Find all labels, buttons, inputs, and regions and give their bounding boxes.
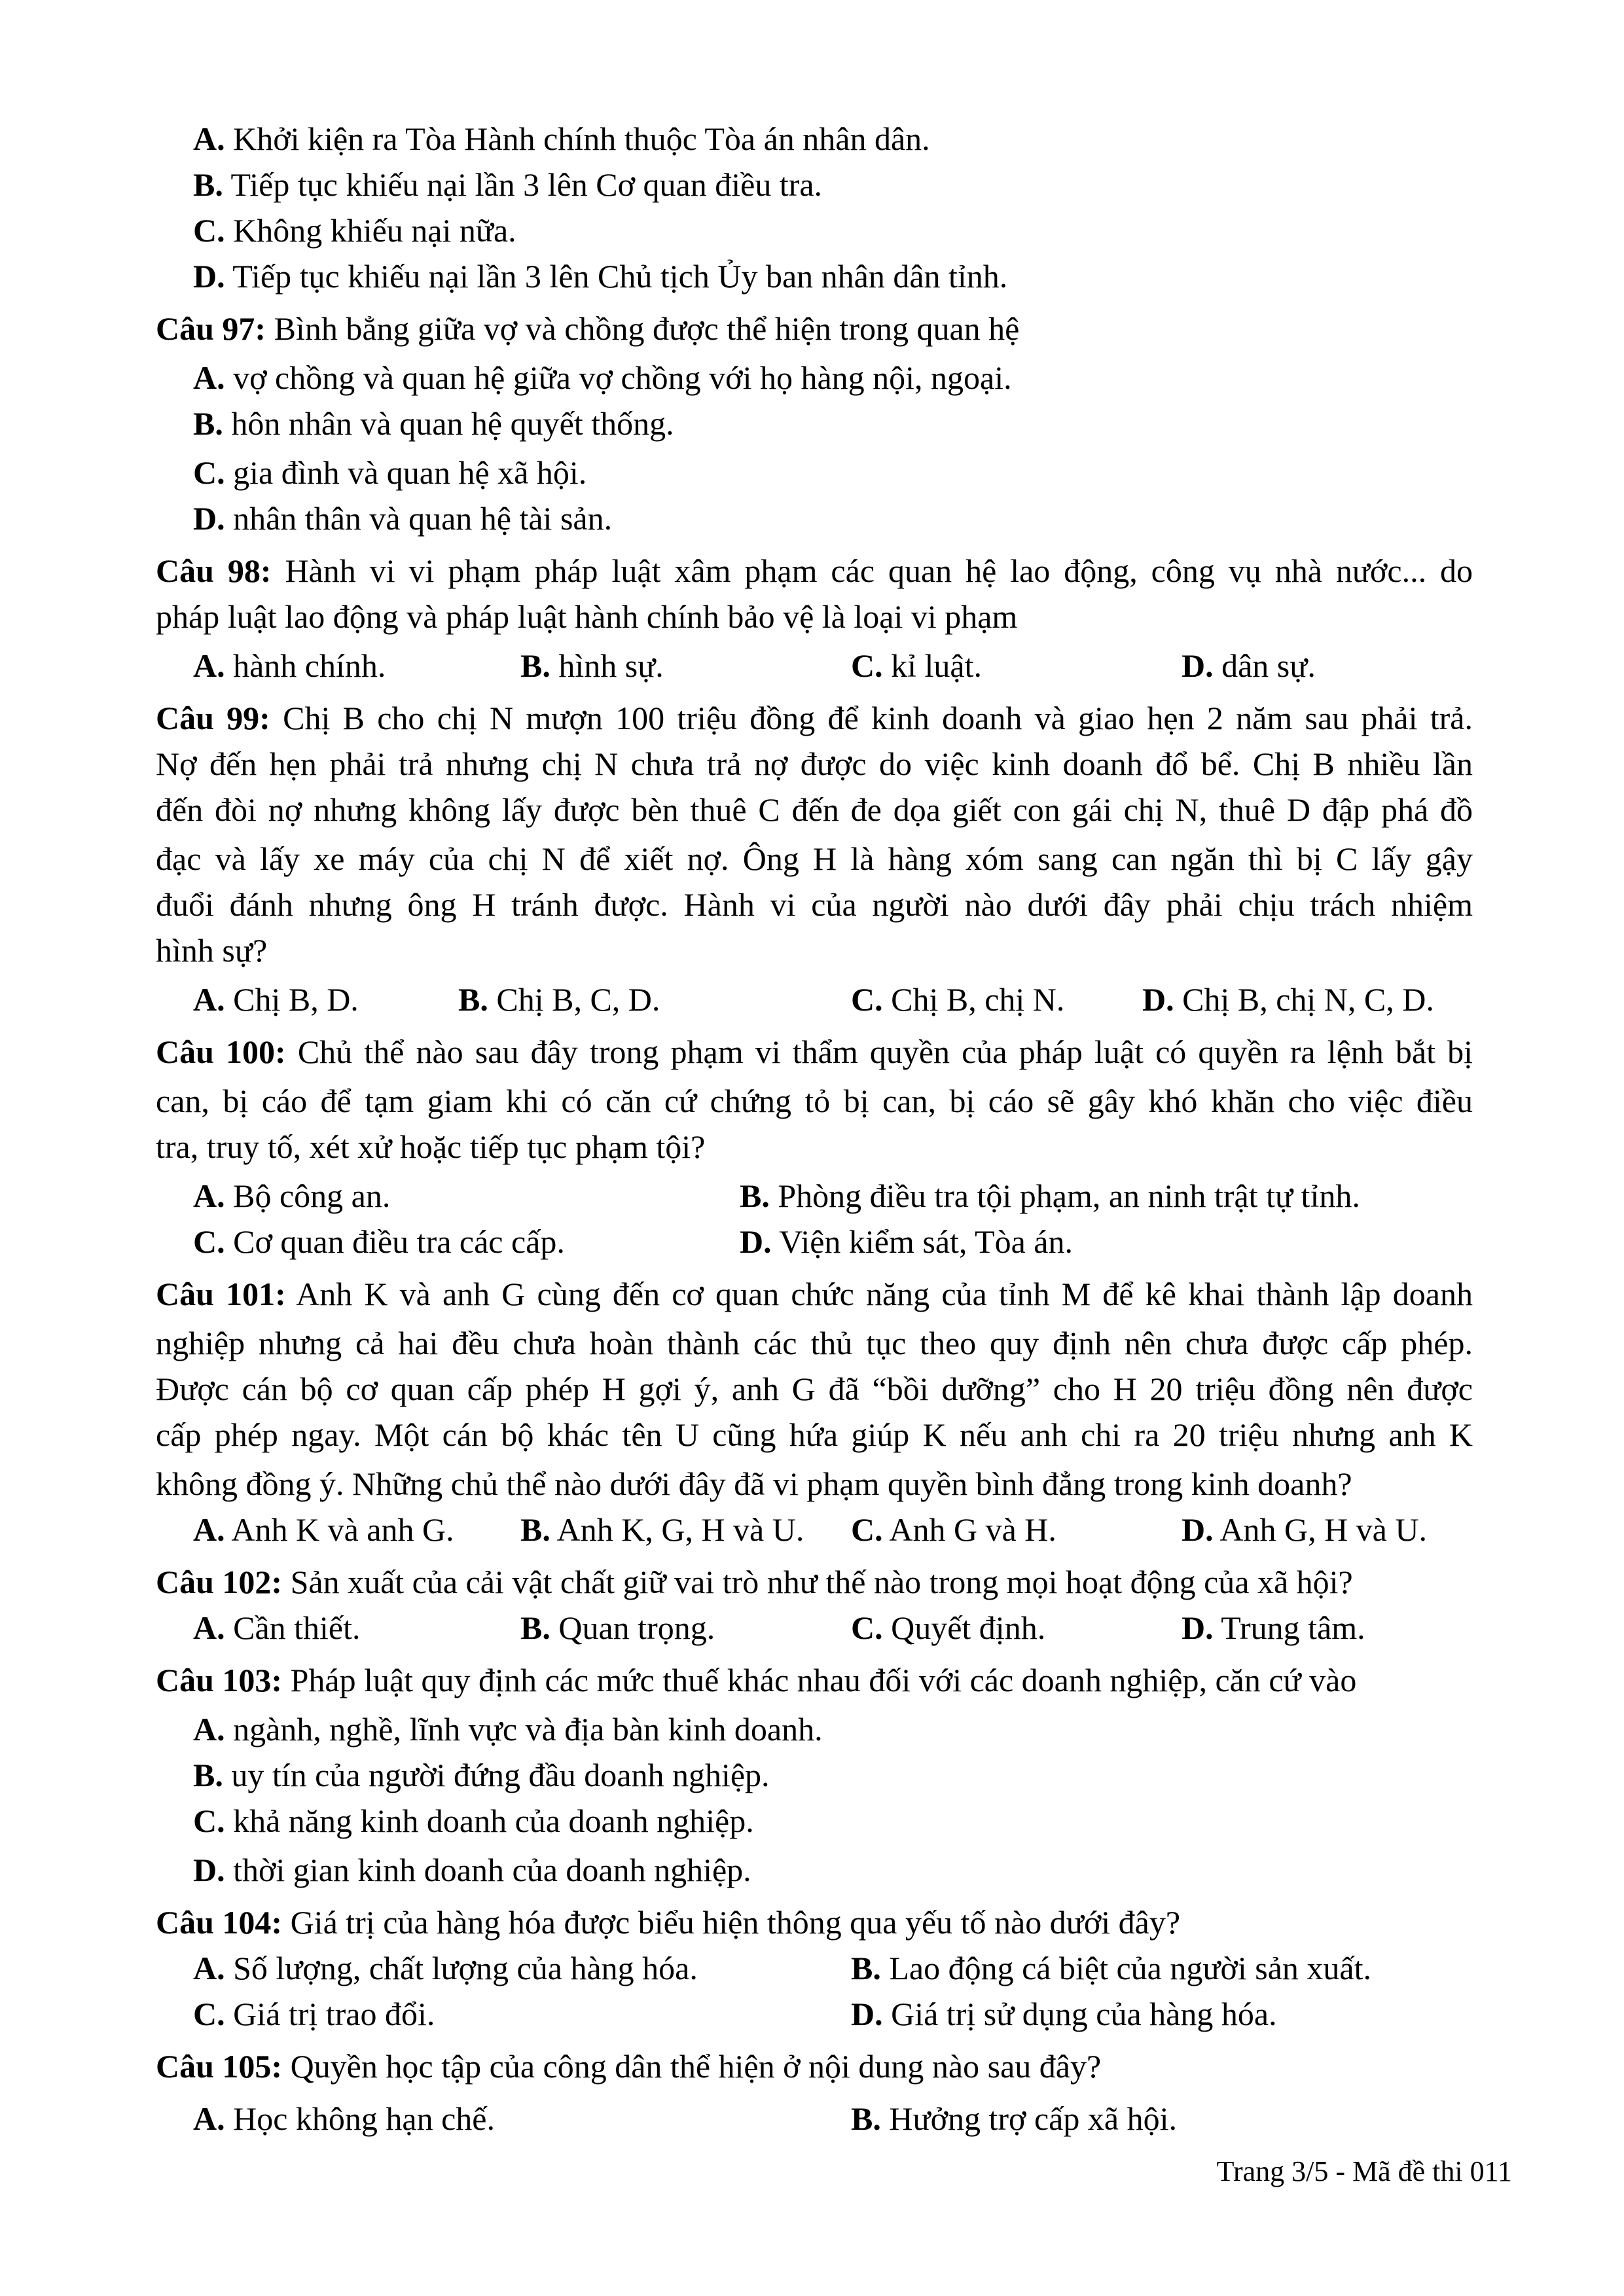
option-c: C. Quyết định. bbox=[851, 1609, 1046, 1646]
question-text-line: Được cán bộ cơ quan cấp phép H gợi ý, anh G đã “bồi dưỡng” cho H 20 triệu đồng nên được bbox=[156, 1371, 1473, 1407]
option-a: A. Học không hạn chế. bbox=[193, 2100, 495, 2137]
option-line: B. Tiếp tục khiếu nại lần 3 lên Cơ quan điều tra. bbox=[193, 166, 823, 203]
option-d: D. Viện kiểm sát, Tòa án. bbox=[740, 1223, 1073, 1260]
option-c: C. Cơ quan điều tra các cấp. bbox=[193, 1223, 565, 1260]
question-text-line: nghiệp nhưng cả hai đều chưa hoàn thành các thủ tục theo quy định nên chưa được cấp phép. bbox=[156, 1325, 1473, 1361]
question-text-line: pháp luật lao động và pháp luật hành chính bảo vệ là loại vi phạm bbox=[156, 598, 1018, 635]
question-101: Câu 101: Anh K và anh G cùng đến cơ quan chức năng của tỉnh M để kê khai thành lập doanh bbox=[156, 1276, 1473, 1312]
option-b: B. Phòng điều tra tội phạm, an ninh trật tự tỉnh. bbox=[740, 1177, 1360, 1214]
option-b: B. Chị B, C, D. bbox=[458, 981, 660, 1018]
option-line: A. ngành, nghề, lĩnh vực và địa bàn kinh doanh. bbox=[193, 1711, 823, 1748]
option-c: C. kỉ luật. bbox=[851, 647, 982, 684]
question-text-line: tra, truy tố, xét xử hoặc tiếp tục phạm tội? bbox=[156, 1128, 706, 1165]
question-104: Câu 104: Giá trị của hàng hóa được biểu hiện thông qua yếu tố nào dưới đây? bbox=[156, 1904, 1181, 1941]
option-line: B. hôn nhân và quan hệ quyết thống. bbox=[193, 405, 674, 442]
option-c: C. Chị B, chị N. bbox=[851, 981, 1065, 1018]
option-c: C. Anh G và H. bbox=[851, 1511, 1056, 1548]
option-d: D. Anh G, H và U. bbox=[1182, 1511, 1427, 1548]
option-d: D. Trung tâm. bbox=[1182, 1609, 1365, 1646]
question-97: Câu 97: Bình bẳng giữa vợ và chồng được thể hiện trong quan hệ bbox=[156, 310, 1020, 347]
question-105: Câu 105: Quyền học tập của công dân thể hiện ở nội dung nào sau đây? bbox=[156, 2048, 1102, 2085]
option-b: B. Quan trọng. bbox=[520, 1609, 715, 1646]
option-line: B. uy tín của người đứng đầu doanh nghiệp. bbox=[193, 1757, 770, 1793]
option-b: B. Anh K, G, H và U. bbox=[520, 1511, 804, 1548]
option-b: B. hình sự. bbox=[520, 647, 664, 684]
option-line: D. thời gian kinh doanh của doanh nghiệp. bbox=[193, 1852, 751, 1888]
question-98: Câu 98: Hành vi vi phạm pháp luật xâm phạm các quan hệ lao động, công vụ nhà nước... do bbox=[156, 552, 1473, 589]
question-text-line: đến đòi nợ nhưng không lấy được bèn thuê C đến đe dọa giết con gái chị N, thuê D đập phá đồ bbox=[156, 791, 1473, 828]
option-d: D. dân sự. bbox=[1182, 647, 1316, 684]
question-text-line: đạc và lấy xe máy của chị N để xiết nợ. Ông H là hàng xóm sang can ngăn thì bị C lấy gậy bbox=[156, 840, 1473, 877]
option-a: A. Chị B, D. bbox=[193, 981, 359, 1018]
question-103: Câu 103: Pháp luật quy định các mức thuế khác nhau đối với các doanh nghiệp, căn cứ vào bbox=[156, 1662, 1357, 1698]
option-d: D. Giá trị sử dụng của hàng hóa. bbox=[851, 1996, 1277, 2032]
page-footer: Trang 3/5 - Mã đề thi 011 bbox=[1216, 2155, 1512, 2187]
question-100: Câu 100: Chủ thể nào sau đây trong phạm vi thẩm quyền của pháp luật có quyền ra lệnh bắt bị bbox=[156, 1033, 1473, 1070]
option-a: A. Cần thiết. bbox=[193, 1609, 361, 1646]
option-d: D. Chị B, chị N, C, D. bbox=[1142, 981, 1434, 1018]
question-text-line: can, bị cáo để tạm giam khi có căn cứ chứng tỏ bị can, bị cáo sẽ gây khó khăn cho việc điều bbox=[156, 1083, 1473, 1119]
question-text-line: không đồng ý. Những chủ thể nào dưới đây đã vi phạm quyền bình đẳng trong kinh doanh? bbox=[156, 1465, 1352, 1502]
option-b: B. Hưởng trợ cấp xã hội. bbox=[851, 2100, 1177, 2137]
option-line: C. Không khiếu nại nữa. bbox=[193, 212, 516, 249]
option-line: D. nhân thân và quan hệ tài sản. bbox=[193, 500, 613, 537]
option-b: B. Lao động cá biệt của người sản xuất. bbox=[851, 1950, 1372, 1986]
option-line: A. Khởi kiện ra Tòa Hành chính thuộc Tòa án nhân dân. bbox=[193, 120, 930, 157]
question-text-line: Nợ đến hẹn phải trả nhưng chị N chưa trả nợ được do việc kinh doanh đổ bể. Chị B nhiều lần bbox=[156, 745, 1473, 782]
option-line: C. khả năng kinh doanh của doanh nghiệp. bbox=[193, 1803, 754, 1839]
option-a: A. Số lượng, chất lượng của hàng hóa. bbox=[193, 1950, 698, 1986]
option-a: A. Bộ công an. bbox=[193, 1177, 391, 1214]
option-a: A. Anh K và anh G. bbox=[193, 1511, 454, 1548]
option-line: D. Tiếp tục khiếu nại lần 3 lên Chủ tịch Ủy ban nhân dân tỉnh. bbox=[193, 258, 1008, 295]
option-a: A. hành chính. bbox=[193, 647, 386, 684]
option-c: C. Giá trị trao đổi. bbox=[193, 1996, 435, 2032]
question-text-line: đuổi đánh nhưng ông H tránh được. Hành vi của người nào dưới đây phải chịu trách nhiệm bbox=[156, 886, 1473, 923]
question-102: Câu 102: Sản xuất của cải vật chất giữ vai trò như thế nào trong mọi hoạt động của xã hội? bbox=[156, 1564, 1353, 1600]
question-99: Câu 99: Chị B cho chị N mượn 100 triệu đồng để kinh doanh và giao hẹn 2 năm sau phải trả. bbox=[156, 700, 1473, 736]
question-text-line: hình sự? bbox=[156, 932, 268, 969]
option-line: C. gia đình và quan hệ xã hội. bbox=[193, 454, 587, 491]
option-line: A. vợ chồng và quan hệ giữa vợ chồng với họ hàng nội, ngoại. bbox=[193, 359, 1012, 396]
question-text-line: cấp phép ngay. Một cán bộ khác tên U cũng hứa giúp K nếu anh chi ra 20 triệu nhưng anh K bbox=[156, 1416, 1473, 1453]
